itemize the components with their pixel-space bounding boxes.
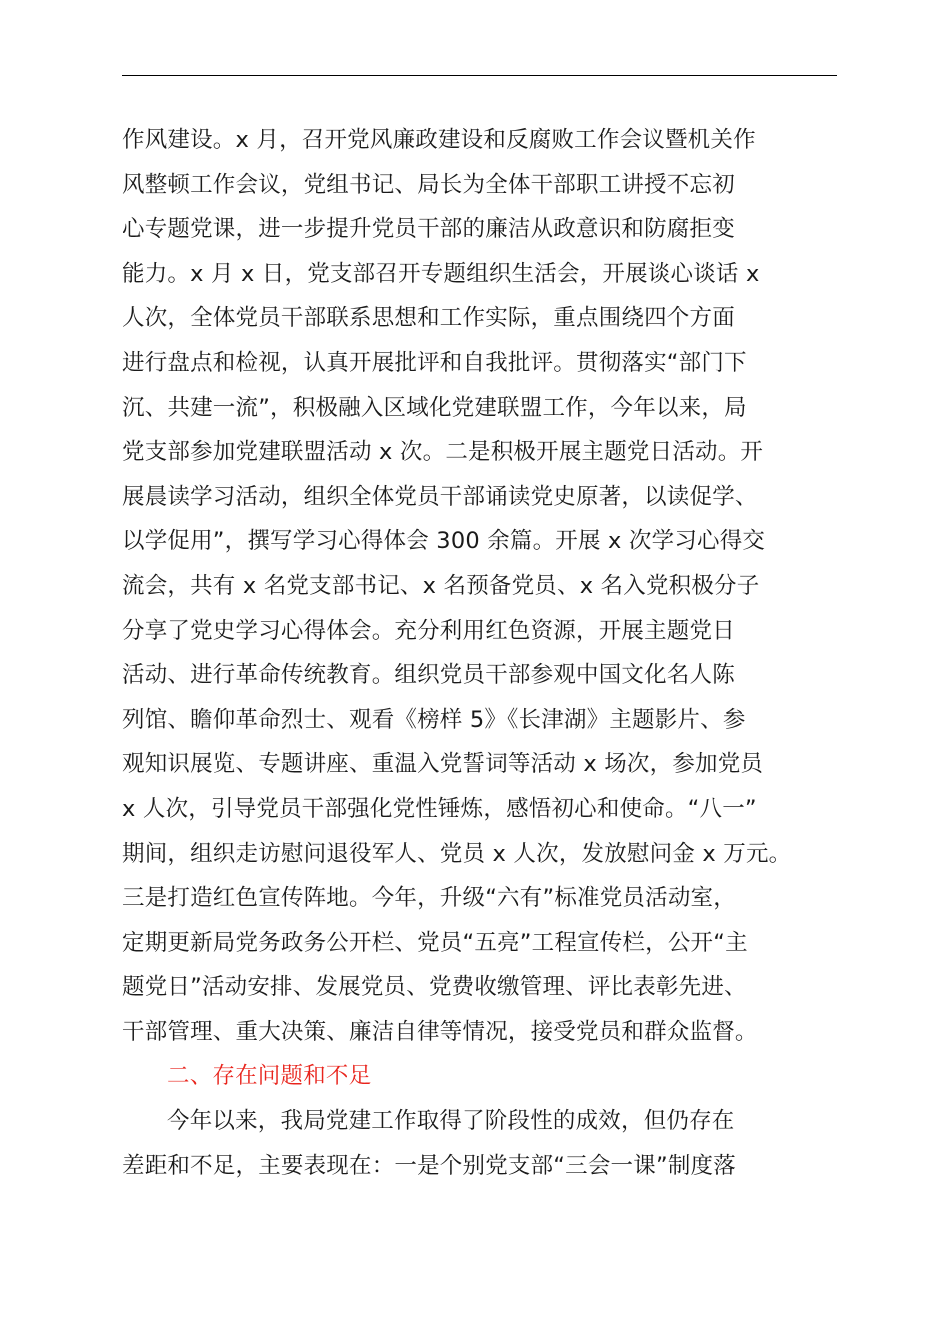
paragraph-2: [122, 1099, 838, 1188]
text-line: 三是打造红色宣传阵地。今年，升级“六有”标准党员活动室，: [122, 885, 736, 912]
section-heading: 二、存在问题和不足: [167, 1063, 372, 1090]
text-line: 流会，共有 x 名党支部书记、x 名预备党员、x 名入党积极分子: [122, 572, 760, 599]
text-line: 今年以来，我局党建工作取得了阶段性的成效，但仍存在: [167, 1108, 735, 1135]
text-line: 展晨读学习活动，组织全体党员干部诵读党史原著，以读促学、: [122, 483, 758, 510]
paragraph-1: [122, 118, 838, 1054]
text-line: 活动、进行革命传统教育。组织党员干部参观中国文化名人陈: [122, 662, 735, 689]
text-line: 以学促用”，撰写学习心得体会 300 余篇。开展 x 次学习心得交: [122, 528, 766, 555]
text-line: 人次，全体党员干部联系思想和工作实际，重点围绕四个方面: [122, 305, 735, 332]
text-line: 风整顿工作会议，党组书记、局长为全体干部职工讲授不忘初: [122, 171, 735, 198]
text-line: 差距和不足，主要表现在：一是个别党支部“三会一课”制度落: [122, 1152, 736, 1179]
text-line: 分享了党史学习心得体会。充分利用红色资源，开展主题党日: [122, 617, 735, 644]
text-line: 定期更新局党务政务公开栏、党员“五亮”工程宣传栏，公开“主: [122, 929, 748, 956]
text-line: 题党日”活动安排、发展党员、党费收缴管理、评比表彰先进、: [122, 974, 747, 1001]
text-line: x 人次，引导党员干部强化党性锤炼，感悟初心和使命。“八一”: [122, 795, 757, 822]
text-line: 观知识展览、专题讲座、重温入党誓词等活动 x 场次，参加党员: [122, 751, 764, 778]
text-line: 列馆、瞻仰革命烈士、观看《榜样 5》《长津湖》主题影片、参: [122, 706, 746, 733]
text-line: 期间，组织走访慰问退役军人、党员 x 人次，发放慰问金 x 万元。: [122, 840, 792, 867]
text-line: 心专题党课，进一步提升党员干部的廉洁从政意识和防腐拒变: [122, 216, 735, 243]
text-line: 进行盘点和检视，认真开展批评和自我批评。贯彻落实“部门下: [122, 349, 747, 376]
header-rule: [122, 75, 837, 76]
text-line: 干部管理、重大决策、廉洁自律等情况，接受党员和群众监督。: [122, 1018, 758, 1045]
document-body: [122, 118, 838, 1188]
text-line: 作风建设。x 月，召开党风廉政建设和反腐败工作会议暨机关作: [122, 127, 756, 153]
text-line: 能力。x 月 x 日，党支部召开专题组织生活会，开展谈心谈话 x: [122, 260, 760, 287]
text-line: 党支部参加党建联盟活动 x 次。二是积极开展主题党日活动。开: [122, 439, 764, 466]
text-line: 沉、共建一流”，积极融入区域化党建联盟工作，今年以来，局: [122, 394, 747, 421]
